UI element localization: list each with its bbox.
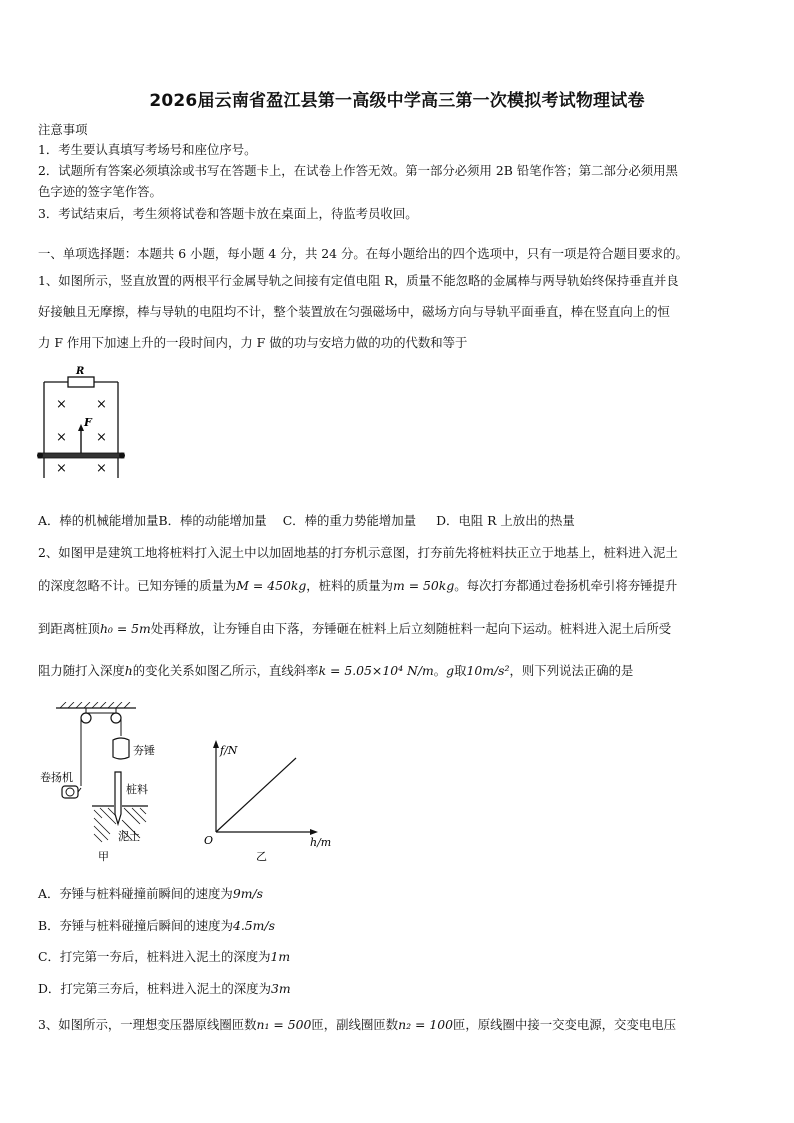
option-c[interactable]: C．打完第一夯后，桩料进入泥土的深度为1m (38, 949, 291, 964)
pulley-icon (111, 713, 121, 723)
winch-label: 卷扬机 (40, 771, 73, 784)
question-2-text: 阻力随打入深度h的变化关系如图乙所示，直线斜率k = 5.05×10⁴ N/m。g取10m/s²，则下列说法正确的是 (38, 663, 634, 678)
question-1-options (38, 511, 587, 529)
question-3-text: 3、如图所示，一理想变压器原线圈匝数n₁ = 500匝，副线圈匝数n₂ = 100匝，原线圈中接一交变电源，交变电电压 (38, 1017, 677, 1032)
graph-origin-label: O (204, 834, 214, 847)
field-cross: × (96, 430, 107, 445)
option-c[interactable]: C．棒的重力势能增加量 (282, 513, 417, 528)
question-2-text: 的深度忽略不计。已知夯锤的质量为M = 450kg，桩料的质量为m = 50kg。每次打夯都通过卷扬机牵引将夯锤提升 (38, 578, 678, 593)
field-cross: × (56, 397, 67, 412)
option-d[interactable]: D．打完第三夯后，桩料进入泥土的深度为3m (38, 981, 291, 996)
graph-line (216, 758, 296, 832)
option-d[interactable]: D．电阻 R 上放出的热量 (436, 513, 575, 528)
hammer-label: 夯锤 (133, 744, 155, 757)
field-cross: × (96, 461, 107, 476)
option-b[interactable]: B．棒的动能增加量 (158, 513, 267, 528)
question-1-text: 好接触且无摩擦，棒与导轨的电阻均不计，整个装置放在匀强磁场中，磁场方向与导轨平面垂直，棒在竖直向上的恒 (38, 304, 670, 319)
question-2-text: 2、如图甲是建筑工地将桩料打入泥土中以加固地基的打夯机示意图，打夯前先将桩料扶正立于地基上，桩料进入泥土 (38, 545, 678, 560)
option-a[interactable]: A．夯锤与桩料碰撞前瞬间的速度为9m/s (38, 886, 263, 901)
pulley-icon (81, 713, 91, 723)
notice-item: 2．试题所有答案必须填涂或书写在答题卡上，在试卷上作答无效。第一部分必须用 2B 铅笔作答；第二部分必须用黑 (38, 163, 678, 178)
figure-yi-label: 乙 (256, 850, 267, 863)
graph-y-label: f/N (220, 744, 238, 757)
force-label: F (84, 416, 92, 429)
pile-label: 桩料 (126, 783, 148, 796)
option-a[interactable]: A．棒的机械能增加量 (38, 513, 159, 528)
notice-item: 3．考试结束后，考生须将试卷和答题卡放在桌面上，待监考员收回。 (38, 206, 418, 221)
pile-driver-figure (36, 702, 166, 864)
field-cross: × (56, 461, 67, 476)
resistance-depth-graph (196, 738, 346, 864)
resistor-label: R (76, 366, 85, 377)
hammer-shape (113, 738, 129, 759)
resistor-symbol (68, 377, 94, 387)
graph-x-label: h/m (310, 836, 332, 849)
figure-jia-label: 甲 (98, 850, 109, 863)
field-cross: × (56, 430, 67, 445)
option-b[interactable]: B．夯锤与桩料碰撞后瞬间的速度为4.5m/s (38, 918, 275, 933)
page-title: 2026届云南省盈江县第一高级中学高三第一次模拟考试物理试卷 (149, 91, 645, 111)
pile-shape (115, 772, 121, 824)
question-1-figure (36, 364, 126, 480)
question-1-text: 力 F 作用下加速上升的一段时间内，力 F 做的功与安培力做的功的代数和等于 (38, 335, 468, 350)
question-1-text: 1、如图所示，竖直放置的两根平行金属导轨之间接有定值电阻 R，质量不能忽略的金属棒与两导轨始终保持垂直并良 (38, 273, 679, 288)
section-heading: 一、单项选择题：本题共 6 小题，每小题 4 分，共 24 分。在每小题给出的四个选项中，只有一项是符合题目要求的。 (38, 246, 688, 261)
question-2-text: 到距离桩顶h₀ = 5m处再释放，让夯锤自由下落，夯锤砸在桩料上后立刻随桩料一起向下运动。桩料进入泥土后所受 (38, 621, 672, 636)
notice-item: 色字迹的签字笔作答。 (38, 184, 162, 199)
field-cross: × (96, 397, 107, 412)
notice-heading: 注意事项 (38, 122, 88, 137)
notice-item: 1．考生要认真填写考场号和座位序号。 (38, 142, 257, 157)
metal-rod (38, 453, 124, 458)
soil-label: 泥土 (118, 830, 140, 843)
